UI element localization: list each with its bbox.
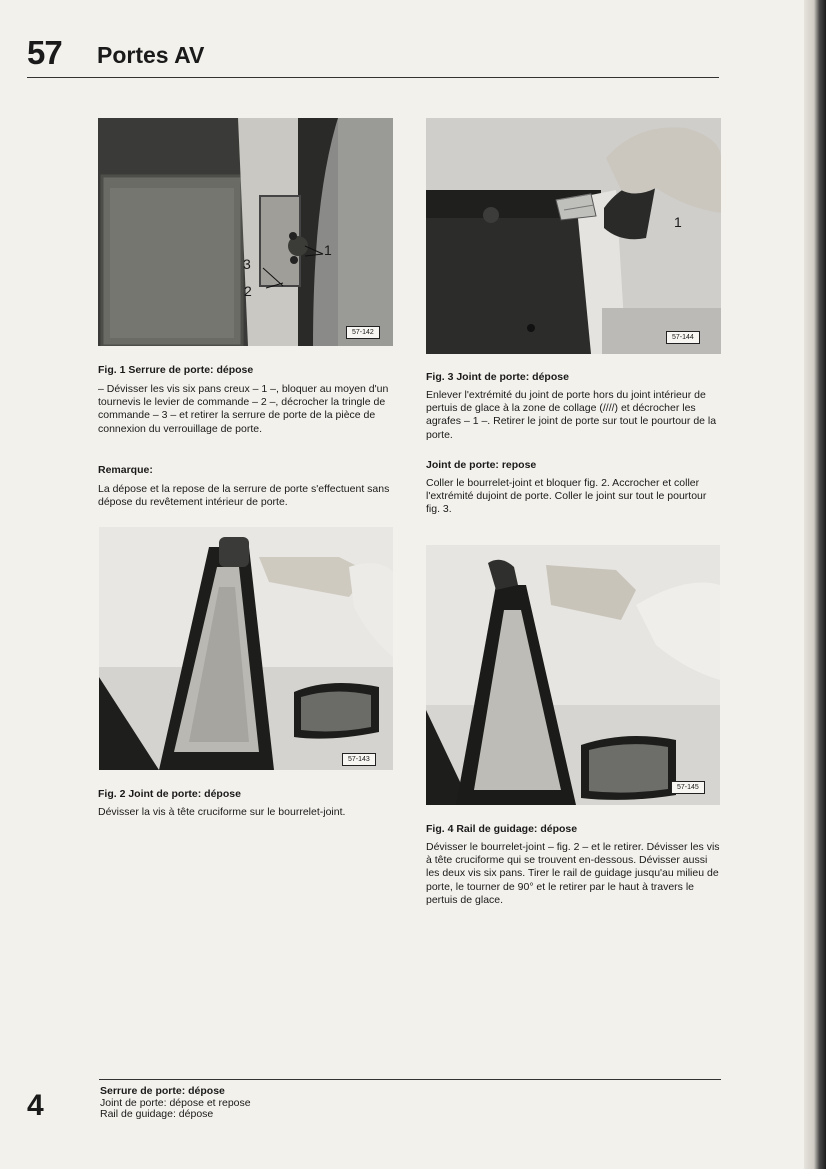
figure-2-text: Dévisser la vis à tête cruciforme sur le bourrelet-joint. bbox=[98, 806, 346, 818]
figure-4-tag: 57-145 bbox=[671, 781, 705, 794]
figure-1-body: – Dévisser les vis six pans creux – 1 –, bloquer au moyen d'un tournevis le levier de commande – 2 –, décrocher la tringle de commande – 3 – et retirer la serrure de porte de la pièce de connexion du verrouillage de porte. bbox=[98, 383, 389, 435]
footer-line-1: Serrure de porte: dépose bbox=[100, 1085, 225, 1097]
figure-1-tag: 57-142 bbox=[346, 326, 380, 339]
figure-4-text: Dévisser le bourrelet-joint – fig. 2 – et le retirer. Dévisser les vis à tête cruciforme qui se trouvent en-dessous. Dévisser aussi les deux vis six pans. Tirer le rail de guidage jusqu'au milieu de porte, le tourner de 90° et le retirer par le haut à travers le pertuis de glace. bbox=[426, 841, 720, 906]
header-rule bbox=[27, 77, 719, 78]
page-edge bbox=[804, 0, 826, 1169]
figure-1-callout-3: 3 bbox=[243, 256, 251, 272]
joint-repose-text: Coller le bourrelet-joint et bloquer fig. 2. Accrocher et coller l'extrémité dujoint de porte. Coller le joint sur tout le pourtour fig. 3. bbox=[426, 477, 707, 516]
figure-1-text bbox=[98, 383, 391, 436]
footer-rule bbox=[99, 1079, 721, 1080]
figure-3-callout-1: 1 bbox=[674, 214, 682, 230]
footer-summary bbox=[100, 1086, 251, 1121]
figure-1-caption: Fig. 1 Serrure de porte: dépose bbox=[98, 364, 254, 376]
figure-2-caption: Fig. 2 Joint de porte: dépose bbox=[98, 788, 241, 800]
remark-heading: Remarque: bbox=[98, 464, 153, 476]
page-number: 4 bbox=[27, 1089, 44, 1122]
footer-line-2: Joint de porte: dépose et repose bbox=[100, 1096, 251, 1109]
figure-1-callout-1: 1 bbox=[324, 242, 332, 258]
figure-3-tag: 57-144 bbox=[666, 331, 700, 344]
figure-4-caption: Fig. 4 Rail de guidage: dépose bbox=[426, 823, 578, 835]
footer-line-3: Rail de guidage: dépose bbox=[100, 1108, 214, 1120]
figure-3-caption: Fig. 3 Joint de porte: dépose bbox=[426, 371, 569, 383]
figure-3-photo bbox=[426, 118, 721, 354]
figure-1-callout-2: 2 bbox=[244, 283, 252, 299]
chapter-title: Portes AV bbox=[97, 42, 205, 68]
figure-2-photo bbox=[99, 527, 393, 770]
figure-2-tag: 57-143 bbox=[342, 753, 376, 766]
figure-3-text: Enlever l'extrémité du joint de porte hors du joint intérieur de pertuis de glace à la zone de collage (////) et décrocher les agrafes – 1 –. Retirer le joint de porte sur tout le pourtour de la porte. bbox=[426, 389, 717, 441]
chapter-number: 57 bbox=[27, 34, 62, 71]
figure-1-photo bbox=[98, 118, 393, 346]
figure-4-photo bbox=[426, 545, 720, 805]
joint-repose-heading: Joint de porte: repose bbox=[426, 459, 537, 471]
remark-text: La dépose et la repose de la serrure de porte s'effectuent sans dépose du revêtement intérieur de porte. bbox=[98, 483, 390, 509]
